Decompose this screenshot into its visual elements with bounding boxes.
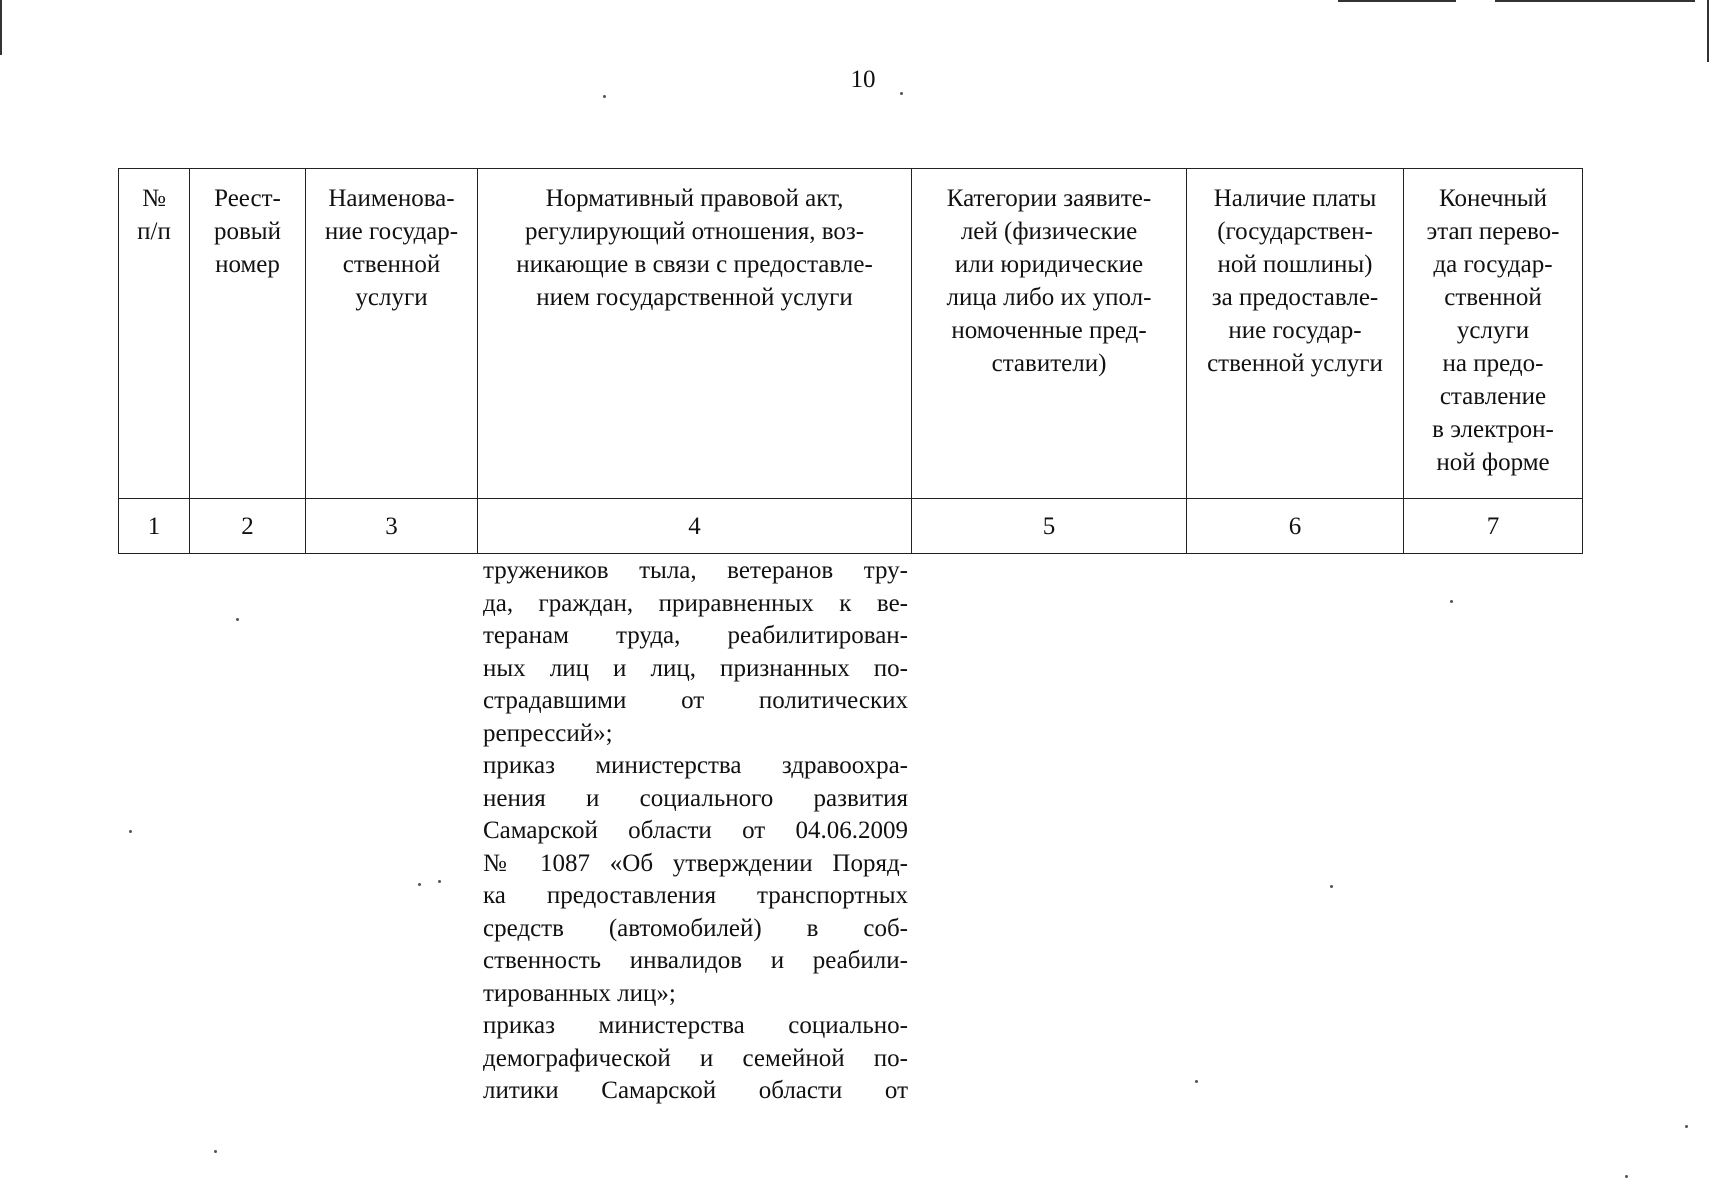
column-header-line: Категории заявите-	[946, 185, 1152, 212]
column-header-line: услуги	[1456, 317, 1530, 344]
legal-act-paragraph	[483, 555, 908, 750]
column-header-1	[119, 169, 190, 499]
column-header-line: за предоставле-	[1211, 284, 1379, 311]
column-header-line: п/п	[137, 218, 171, 245]
continued-legal-acts-text	[483, 555, 908, 1108]
text-line: ка предоставления транспортных	[483, 882, 908, 909]
legal-act-paragraph	[483, 750, 908, 1010]
column-header-line: в электрон-	[1432, 416, 1554, 443]
scan-speck	[603, 95, 606, 98]
column-header-line: ставление	[1439, 383, 1547, 410]
scan-speck	[900, 92, 903, 95]
scan-edge-mark	[1495, 0, 1695, 2]
column-header-5	[912, 169, 1187, 499]
column-header-line: Наличие платы	[1213, 185, 1377, 212]
scan-speck	[129, 830, 132, 833]
column-header-line: да государ-	[1433, 251, 1553, 278]
text-line: теранам труда, реабилитирован-	[483, 622, 908, 649]
column-header-line: лица либо их упол-	[946, 284, 1152, 311]
text-line: № 1087 «Об утверждении Поряд-	[483, 849, 908, 877]
column-header-line: лей (физические	[960, 218, 1138, 245]
column-header-line: ние государ-	[324, 218, 459, 245]
column-header-line: Нормативный правовой акт,	[545, 185, 844, 212]
text-line: приказ министерства социально-	[483, 1012, 908, 1039]
column-header-line: номер	[215, 251, 280, 278]
scan-edge-mark	[0, 0, 2, 55]
table-header-row	[119, 169, 1583, 499]
column-header-line: ственной	[342, 251, 441, 278]
text-line: демографической и семейной по-	[483, 1044, 908, 1072]
text-line: средств (автомобилей) в соб-	[483, 914, 908, 942]
column-number-3: 3	[306, 499, 478, 554]
text-line: ственность инвалидов и реабили-	[483, 947, 908, 974]
column-header-line: ственной услуги	[1207, 350, 1383, 377]
scan-edge-mark	[1338, 0, 1456, 2]
column-number-5: 5	[912, 499, 1187, 554]
column-header-line: ние государ-	[1228, 317, 1362, 344]
text-line: тированных лиц»;	[483, 979, 676, 1007]
column-header-line: этап перево-	[1426, 218, 1560, 245]
text-line: Самарской области от 04.06.2009	[483, 817, 908, 844]
column-header-line: на предо-	[1442, 350, 1544, 377]
column-header-3	[306, 169, 478, 499]
column-header-line: нием государственной услуги	[536, 284, 853, 311]
column-header-7	[1404, 169, 1583, 499]
column-header-line: или юридические	[954, 251, 1144, 278]
column-header-2	[190, 169, 306, 499]
column-number-2: 2	[190, 499, 306, 554]
column-header-line: ственной	[1444, 284, 1542, 311]
column-number-6: 6	[1187, 499, 1404, 554]
column-header-line: ной пошлины)	[1217, 251, 1373, 278]
column-number-row	[119, 499, 1583, 554]
scan-speck	[236, 618, 239, 621]
column-header-line: (государствен-	[1217, 218, 1373, 245]
scan-speck	[214, 1150, 217, 1153]
column-header-line: регулирующий отношения, воз-	[524, 218, 865, 245]
text-line: тружеников тыла, ветеранов тру-	[483, 557, 908, 584]
scan-speck	[1625, 1175, 1628, 1178]
scan-speck	[438, 880, 441, 883]
column-header-line: услуги	[355, 284, 428, 311]
text-line: литики Самарской области от	[483, 1077, 908, 1104]
column-header-line: номоченные пред-	[951, 317, 1147, 344]
text-line: нения и социального развития	[483, 784, 908, 812]
column-header-line: Конечный	[1439, 185, 1547, 212]
scan-speck	[418, 883, 421, 886]
column-header-line: ной форме	[1436, 449, 1550, 476]
column-header-line: Наименова-	[328, 185, 455, 212]
column-header-line: ставители)	[991, 350, 1107, 377]
column-header-line: ровый	[214, 218, 281, 245]
text-line: приказ министерства здравоохра-	[483, 752, 908, 779]
column-header-line: Реест-	[214, 185, 281, 212]
text-line: да, граждан, приравненных к ве-	[483, 589, 908, 617]
text-line: репрессий»;	[483, 719, 613, 747]
column-number-4: 4	[478, 499, 912, 554]
legal-act-paragraph	[483, 1010, 908, 1108]
scan-edge-mark	[1707, 0, 1709, 62]
scan-speck	[1195, 1080, 1198, 1083]
scan-speck	[1330, 885, 1333, 888]
services-table	[118, 168, 1583, 554]
column-header-line: никающие в связи с предоставле-	[516, 251, 873, 278]
text-line: страдавшими от политических	[483, 687, 908, 714]
column-number-1: 1	[119, 499, 190, 554]
column-header-line: №	[142, 185, 166, 212]
column-header-4	[478, 169, 912, 499]
text-line: ных лиц и лиц, признанных по-	[483, 654, 908, 682]
column-number-7: 7	[1404, 499, 1583, 554]
scan-speck	[1685, 1125, 1688, 1128]
page-number: 10	[850, 66, 876, 93]
scan-speck	[1450, 600, 1453, 603]
column-header-6	[1187, 169, 1404, 499]
